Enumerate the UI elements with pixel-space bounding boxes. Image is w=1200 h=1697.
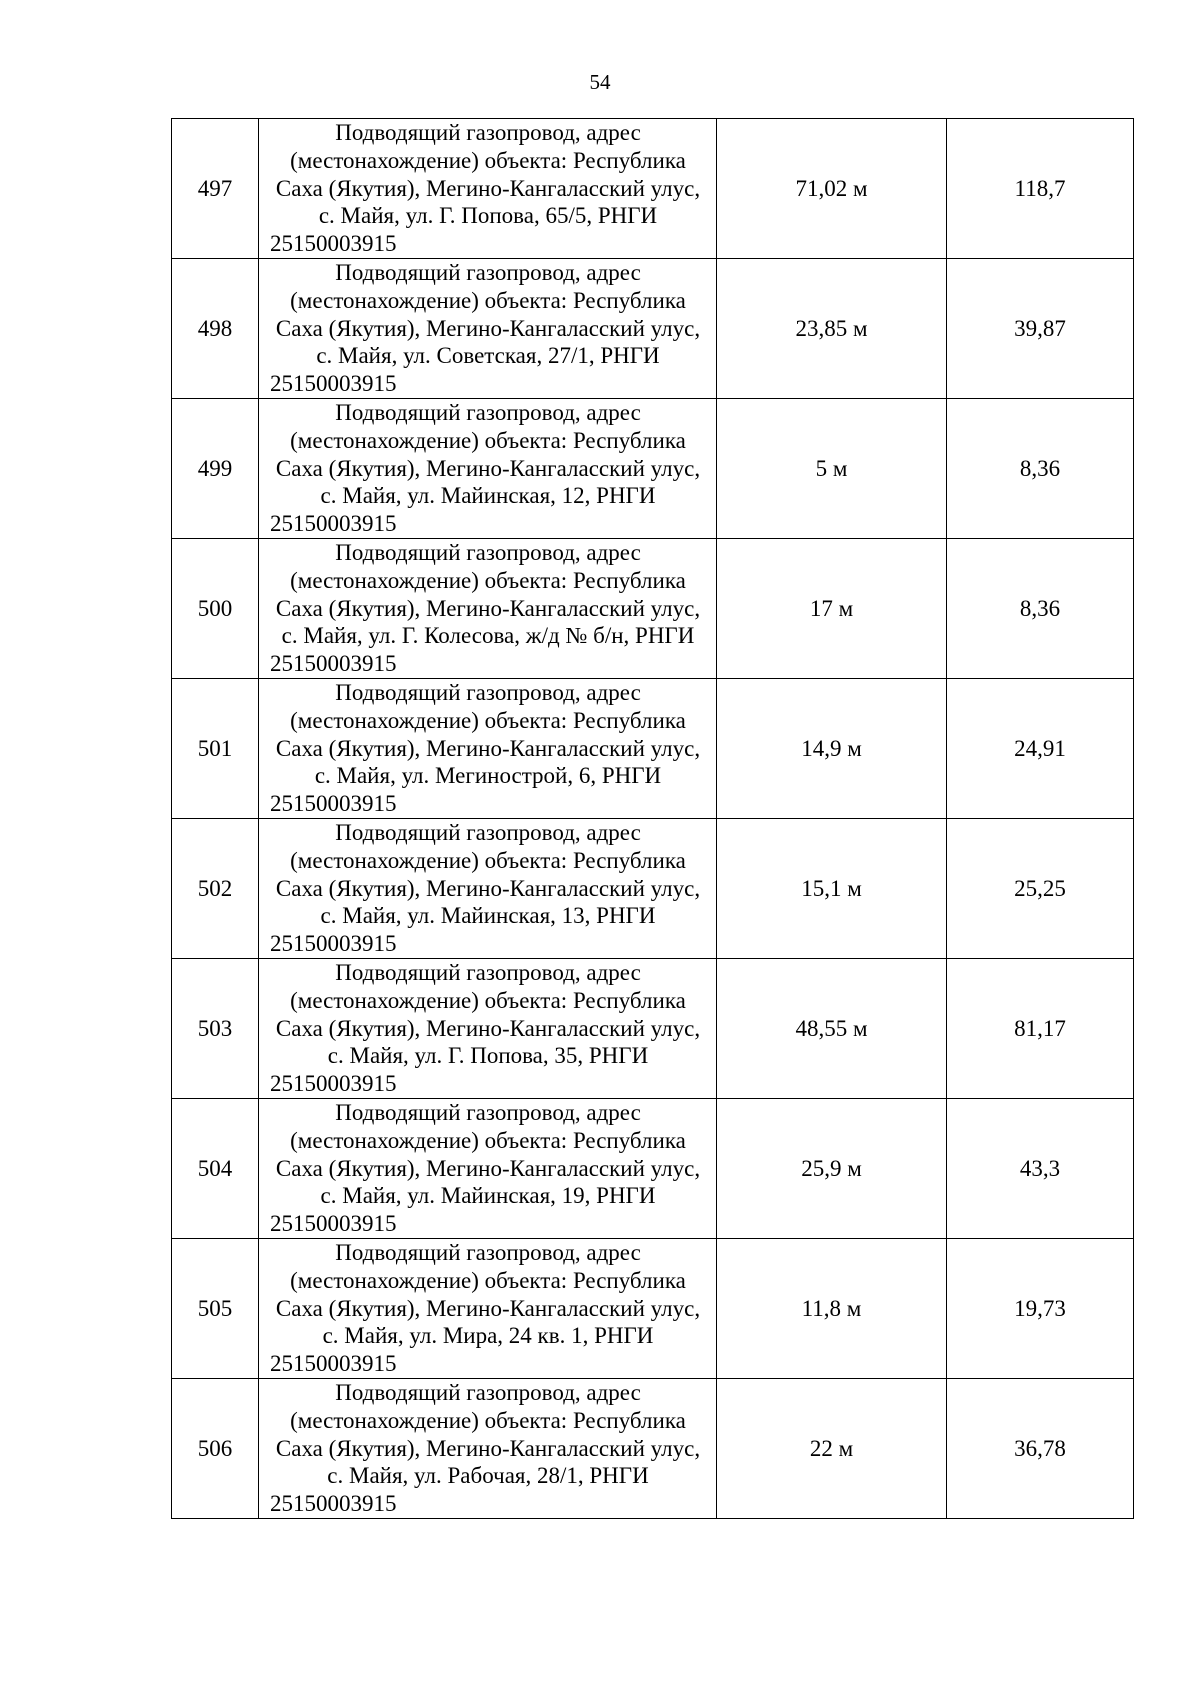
row-number-cell: 501 bbox=[172, 679, 259, 819]
table-row bbox=[172, 1099, 1134, 1239]
table-row bbox=[172, 819, 1134, 959]
object-description-cell: Подводящий газопровод, адрес (местонахождение) объекта: Республика Саха (Якутия), Мегино-Кангаласский улус, с. Майя, ул. Мира, 24 кв. 1, РНГИ 25150003915 bbox=[259, 1239, 717, 1379]
table-row bbox=[172, 1379, 1134, 1519]
value-cell: 118,7 bbox=[947, 119, 1134, 259]
value-cell: 36,78 bbox=[947, 1379, 1134, 1519]
object-description-cell: Подводящий газопровод, адрес (местонахождение) объекта: Республика Саха (Якутия), Мегино-Кангаласский улус, с. Майя, ул. Советская, 27/1, РНГИ 25150003915 bbox=[259, 259, 717, 399]
value-cell: 39,87 bbox=[947, 259, 1134, 399]
object-description-cell: Подводящий газопровод, адрес (местонахождение) объекта: Республика Саха (Якутия), Мегино-Кангаласский улус, с. Майя, ул. Мегинострой, 6, РНГИ 25150003915 bbox=[259, 679, 717, 819]
row-number-cell: 505 bbox=[172, 1239, 259, 1379]
object-description-cell: Подводящий газопровод, адрес (местонахождение) объекта: Республика Саха (Якутия), Мегино-Кангаласский улус, с. Майя, ул. Г. Колесова, ж/д № б/н, РНГИ 25150003915 bbox=[259, 539, 717, 679]
table-row bbox=[172, 679, 1134, 819]
value-cell: 25,25 bbox=[947, 819, 1134, 959]
value-cell: 8,36 bbox=[947, 399, 1134, 539]
row-number-cell: 502 bbox=[172, 819, 259, 959]
length-cell: 48,55 м bbox=[717, 959, 947, 1099]
length-cell: 14,9 м bbox=[717, 679, 947, 819]
row-number-cell: 503 bbox=[172, 959, 259, 1099]
object-description-cell: Подводящий газопровод, адрес (местонахождение) объекта: Республика Саха (Якутия), Мегино-Кангаласский улус, с. Майя, ул. Майинская, 13, РНГИ 25150003915 bbox=[259, 819, 717, 959]
row-number-cell: 500 bbox=[172, 539, 259, 679]
value-cell: 19,73 bbox=[947, 1239, 1134, 1379]
length-cell: 11,8 м bbox=[717, 1239, 947, 1379]
row-number-cell: 506 bbox=[172, 1379, 259, 1519]
row-number-cell: 498 bbox=[172, 259, 259, 399]
object-description-cell: Подводящий газопровод, адрес (местонахождение) объекта: Республика Саха (Якутия), Мегино-Кангаласский улус, с. Майя, ул. Рабочая, 28/1, РНГИ 25150003915 bbox=[259, 1379, 717, 1519]
length-cell: 22 м bbox=[717, 1379, 947, 1519]
table-row bbox=[172, 1239, 1134, 1379]
row-number-cell: 497 bbox=[172, 119, 259, 259]
value-cell: 81,17 bbox=[947, 959, 1134, 1099]
length-cell: 15,1 м bbox=[717, 819, 947, 959]
table-row bbox=[172, 259, 1134, 399]
page-number: 54 bbox=[589, 70, 611, 94]
length-cell: 71,02 м bbox=[717, 119, 947, 259]
length-cell: 23,85 м bbox=[717, 259, 947, 399]
object-description-cell: Подводящий газопровод, адрес (местонахождение) объекта: Республика Саха (Якутия), Мегино-Кангаласский улус, с. Майя, ул. Майинская, 19, РНГИ 25150003915 bbox=[259, 1099, 717, 1239]
row-number-cell: 499 bbox=[172, 399, 259, 539]
length-cell: 17 м bbox=[717, 539, 947, 679]
row-number-cell: 504 bbox=[172, 1099, 259, 1239]
length-cell: 5 м bbox=[717, 399, 947, 539]
object-description-cell: Подводящий газопровод, адрес (местонахождение) объекта: Республика Саха (Якутия), Мегино-Кангаласский улус, с. Майя, ул. Г. Попова, 35, РНГИ 25150003915 bbox=[259, 959, 717, 1099]
registry-table-body bbox=[172, 119, 1134, 1519]
table-row bbox=[172, 119, 1134, 259]
value-cell: 8,36 bbox=[947, 539, 1134, 679]
object-description-cell: Подводящий газопровод, адрес (местонахождение) объекта: Республика Саха (Якутия), Мегино-Кангаласский улус, с. Майя, ул. Майинская, 12, РНГИ 25150003915 bbox=[259, 399, 717, 539]
value-cell: 43,3 bbox=[947, 1099, 1134, 1239]
registry-table bbox=[171, 118, 1134, 1519]
length-cell: 25,9 м bbox=[717, 1099, 947, 1239]
value-cell: 24,91 bbox=[947, 679, 1134, 819]
table-row bbox=[172, 539, 1134, 679]
object-description-cell: Подводящий газопровод, адрес (местонахождение) объекта: Республика Саха (Якутия), Мегино-Кангаласский улус, с. Майя, ул. Г. Попова, 65/5, РНГИ 25150003915 bbox=[259, 119, 717, 259]
table-row bbox=[172, 399, 1134, 539]
table-row bbox=[172, 959, 1134, 1099]
